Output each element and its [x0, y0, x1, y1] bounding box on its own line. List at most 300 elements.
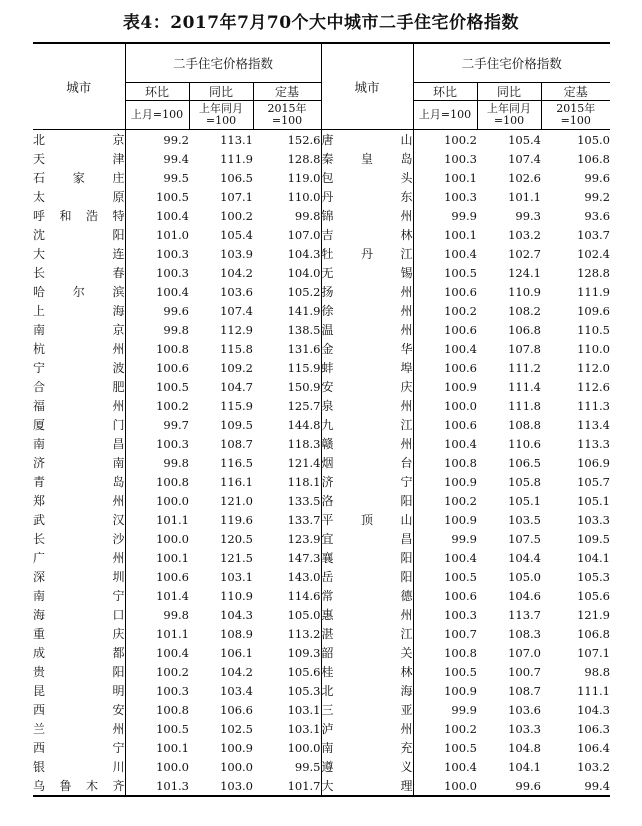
yoy-value: 104.3: [220, 607, 253, 622]
fixed-value: 143.0: [287, 569, 321, 584]
fixed-value: 105.6: [287, 664, 321, 679]
yoy-value: 107.5: [508, 531, 541, 546]
mom-value: 100.0: [156, 493, 189, 508]
city-name: 哈尔滨: [33, 282, 125, 301]
table-row: [33, 149, 610, 168]
fixed-value: 152.6: [287, 132, 321, 147]
table-row: [33, 434, 610, 453]
yoy-value: 104.6: [508, 588, 541, 603]
table-row: [33, 130, 610, 150]
fixed-value: 105.3: [287, 683, 321, 698]
fixed-value: 110.5: [577, 322, 611, 337]
table-row: [33, 225, 610, 244]
yoy-value: 105.4: [508, 132, 541, 147]
table-row: [33, 548, 610, 567]
yoy-value: 121.0: [220, 493, 253, 508]
table-row: [33, 282, 610, 301]
yoy-value: 108.2: [508, 303, 541, 318]
table-row: [33, 472, 610, 491]
city-name: 惠州: [321, 605, 413, 624]
fixed-value: 128.8: [577, 265, 611, 280]
city-name: 西宁: [33, 738, 125, 757]
city-name: 桂林: [321, 662, 413, 681]
mom-value: 100.4: [156, 208, 189, 223]
fixed-value: 106.9: [577, 455, 611, 470]
city-name: 济南: [33, 453, 125, 472]
city-name: 武汉: [33, 510, 125, 529]
yoy-value: 103.2: [508, 227, 541, 242]
table-row: [33, 529, 610, 548]
fixed-value: 101.7: [253, 776, 321, 796]
yoy-value: 113.7: [508, 607, 541, 622]
yoy-value: 105.4: [220, 227, 253, 242]
yoy-value: 103.9: [220, 246, 253, 261]
fixed-value: 109.5: [577, 531, 611, 546]
mom-value: 100.2: [444, 721, 477, 736]
fixed-value: 121.9: [577, 607, 611, 622]
city-name: 南昌: [33, 434, 125, 453]
yoy-base-right: 上年同月=100: [477, 101, 541, 130]
city-name: 包头: [321, 168, 413, 187]
yoy-value: 111.9: [220, 151, 253, 166]
fixed-value: 131.6: [287, 341, 321, 356]
yoy-value: 109.2: [220, 360, 253, 375]
fixed-value: 99.5: [294, 759, 321, 774]
yoy-value: 106.5: [508, 455, 541, 470]
city-name: 牡丹江: [321, 244, 413, 263]
city-name: 秦皇岛: [321, 149, 413, 168]
fixed-value: 118.1: [287, 474, 321, 489]
city-name: 唐山: [321, 130, 413, 150]
city-name: 济宁: [321, 472, 413, 491]
mom-value: 100.2: [444, 493, 477, 508]
fixed-value: 119.0: [287, 170, 321, 185]
fixed-value: 104.1: [577, 550, 611, 565]
city-name: 湛江: [321, 624, 413, 643]
yoy-value: 102.5: [220, 721, 253, 736]
table-row: [33, 377, 610, 396]
fixed-value: 150.9: [287, 379, 321, 394]
fixed-value: 100.0: [287, 740, 321, 755]
city-name: 呼和浩特: [33, 206, 125, 225]
table-row: [33, 453, 610, 472]
yoy-value: 104.2: [220, 265, 253, 280]
yoy-value: 111.8: [508, 398, 541, 413]
city-name: 洛阳: [321, 491, 413, 510]
fixed-value: 113.2: [287, 626, 321, 641]
fixed-value: 99.4: [541, 776, 610, 796]
city-name: 沈阳: [33, 225, 125, 244]
mom-value: 100.2: [156, 398, 189, 413]
city-name: 吉林: [321, 225, 413, 244]
mom-value: 101.0: [156, 227, 189, 242]
city-name: 无锡: [321, 263, 413, 282]
city-name: 烟台: [321, 453, 413, 472]
table-row: [33, 643, 610, 662]
yoy-value: 108.3: [508, 626, 541, 641]
yoy-value: 100.9: [220, 740, 253, 755]
mom-value: 99.8: [163, 607, 189, 622]
fixed-value: 105.1: [577, 493, 611, 508]
mom-value: 100.0: [413, 776, 477, 796]
mom-value: 101.1: [156, 626, 189, 641]
fixed-value: 123.9: [287, 531, 321, 546]
fixed-value: 104.3: [287, 246, 321, 261]
fixed-value: 98.8: [584, 664, 611, 679]
fixed-base-left: 2015年=100: [253, 101, 321, 130]
yoy-value: 104.8: [508, 740, 541, 755]
yoy-value: 104.2: [220, 664, 253, 679]
city-name: 北海: [321, 681, 413, 700]
mom-value: 99.9: [451, 531, 477, 546]
mom-value: 100.2: [156, 664, 189, 679]
table-header: [33, 43, 610, 130]
yoy-value: 104.4: [508, 550, 541, 565]
yoy-value: 100.0: [220, 759, 253, 774]
yoy-value: 105.0: [508, 569, 541, 584]
mom-base-right: 上月=100: [413, 101, 477, 130]
fixed-value: 103.1: [287, 702, 321, 717]
fixed-value: 105.3: [577, 569, 611, 584]
fixed-value: 106.8: [577, 626, 611, 641]
mom-value: 99.8: [163, 322, 189, 337]
yoy-value: 107.4: [220, 303, 253, 318]
mom-value: 99.8: [163, 455, 189, 470]
mom-value: 100.4: [444, 436, 477, 451]
fixed-value: 125.7: [287, 398, 321, 413]
city-name: 福州: [33, 396, 125, 415]
yoy-value: 101.1: [508, 189, 541, 204]
mom-value: 99.6: [163, 303, 189, 318]
yoy-value: 116.1: [220, 474, 253, 489]
mom-header-left: 环比: [125, 83, 189, 101]
yoy-value: 110.6: [508, 436, 541, 451]
fixed-value: 105.0: [287, 607, 321, 622]
fixed-value: 103.3: [577, 512, 611, 527]
yoy-value: 109.5: [220, 417, 253, 432]
city-name: 金华: [321, 339, 413, 358]
city-name: 泉州: [321, 396, 413, 415]
mom-value: 100.4: [156, 284, 189, 299]
city-name: 泸州: [321, 719, 413, 738]
table-row: [33, 415, 610, 434]
mom-value: 100.0: [156, 759, 189, 774]
table-row: [33, 719, 610, 738]
yoy-value: 100.7: [508, 664, 541, 679]
yoy-value: 106.6: [220, 702, 253, 717]
table-row: [33, 187, 610, 206]
table-body: [33, 130, 610, 797]
yoy-value: 103.1: [220, 569, 253, 584]
table-row: [33, 510, 610, 529]
city-name: 杭州: [33, 339, 125, 358]
table-row: [33, 491, 610, 510]
yoy-value: 107.0: [508, 645, 541, 660]
mom-value: 100.4: [156, 645, 189, 660]
fixed-value: 107.1: [577, 645, 611, 660]
city-name: 石家庄: [33, 168, 125, 187]
mom-value: 99.9: [451, 208, 477, 223]
yoy-value: 107.8: [508, 341, 541, 356]
city-name: 西安: [33, 700, 125, 719]
city-name: 南京: [33, 320, 125, 339]
city-name: 合肥: [33, 377, 125, 396]
mom-value: 100.6: [444, 417, 477, 432]
yoy-value: 106.8: [508, 322, 541, 337]
mom-value: 101.3: [125, 776, 189, 796]
fixed-value: 99.8: [294, 208, 321, 223]
table-row: [33, 776, 610, 796]
fixed-value: 128.8: [287, 151, 321, 166]
fixed-value: 121.4: [287, 455, 321, 470]
yoy-value: 119.6: [220, 512, 253, 527]
mom-value: 100.4: [444, 246, 477, 261]
mom-value: 100.9: [444, 379, 477, 394]
mom-value: 100.8: [156, 341, 189, 356]
fixed-header-right: 定基: [541, 83, 610, 101]
mom-header-right: 环比: [413, 83, 477, 101]
mom-value: 100.6: [156, 360, 189, 375]
city-name: 三亚: [321, 700, 413, 719]
fixed-value: 115.9: [287, 360, 321, 375]
city-header-left: 城市: [33, 43, 125, 130]
mom-value: 100.6: [444, 588, 477, 603]
fixed-value: 133.5: [287, 493, 321, 508]
city-name: 韶关: [321, 643, 413, 662]
fixed-value: 118.3: [287, 436, 321, 451]
city-name: 大连: [33, 244, 125, 263]
city-name: 襄阳: [321, 548, 413, 567]
yoy-value: 99.3: [515, 208, 541, 223]
yoy-value: 105.8: [508, 474, 541, 489]
fixed-value: 113.4: [577, 417, 611, 432]
mom-value: 100.1: [444, 227, 477, 242]
mom-value: 101.1: [156, 512, 189, 527]
city-name: 平顶山: [321, 510, 413, 529]
city-name: 宜昌: [321, 529, 413, 548]
yoy-base-left: 上年同月=100: [189, 101, 253, 130]
yoy-value: 108.7: [508, 683, 541, 698]
index-group-header-right: 二手住宅价格指数: [413, 43, 610, 83]
fixed-value: 114.6: [287, 588, 321, 603]
mom-value: 100.5: [444, 265, 477, 280]
fixed-header-left: 定基: [253, 83, 321, 101]
fixed-value: 109.3: [287, 645, 321, 660]
city-name: 赣州: [321, 434, 413, 453]
mom-value: 100.5: [156, 721, 189, 736]
fixed-value: 110.0: [577, 341, 611, 356]
yoy-value: 103.4: [220, 683, 253, 698]
mom-value: 100.9: [444, 474, 477, 489]
city-name: 岳阳: [321, 567, 413, 586]
fixed-value: 105.7: [577, 474, 611, 489]
yoy-value: 107.1: [220, 189, 253, 204]
mom-value: 100.5: [444, 664, 477, 679]
city-name: 北京: [33, 130, 125, 150]
fixed-value: 111.3: [577, 398, 611, 413]
yoy-value: 100.2: [220, 208, 253, 223]
fixed-value: 141.9: [287, 303, 321, 318]
table-row: [33, 586, 610, 605]
mom-value: 100.0: [156, 531, 189, 546]
mom-value: 100.4: [444, 759, 477, 774]
yoy-value: 104.1: [508, 759, 541, 774]
yoy-value: 103.3: [508, 721, 541, 736]
yoy-value: 106.5: [220, 170, 253, 185]
yoy-value: 103.6: [220, 284, 253, 299]
yoy-value: 99.6: [477, 776, 541, 796]
fixed-base-right: 2015年=100: [541, 101, 610, 130]
yoy-value: 102.6: [508, 170, 541, 185]
city-name: 安庆: [321, 377, 413, 396]
yoy-value: 116.5: [220, 455, 253, 470]
fixed-value: 102.4: [577, 246, 611, 261]
city-name: 遵义: [321, 757, 413, 776]
table-row: [33, 567, 610, 586]
city-name: 长沙: [33, 529, 125, 548]
city-name: 广州: [33, 548, 125, 567]
mom-value: 100.4: [444, 550, 477, 565]
mom-value: 100.3: [156, 436, 189, 451]
mom-value: 100.9: [444, 512, 477, 527]
city-name: 重庆: [33, 624, 125, 643]
fixed-value: 112.0: [577, 360, 611, 375]
mom-value: 100.8: [444, 645, 477, 660]
mom-value: 100.8: [444, 455, 477, 470]
mom-value: 99.4: [163, 151, 189, 166]
city-name: 昆明: [33, 681, 125, 700]
fixed-value: 147.3: [287, 550, 321, 565]
yoy-value: 115.8: [220, 341, 253, 356]
mom-value: 100.3: [444, 151, 477, 166]
table-row: [33, 624, 610, 643]
mom-value: 100.6: [156, 569, 189, 584]
yoy-value: 102.7: [508, 246, 541, 261]
fixed-value: 111.1: [577, 683, 611, 698]
mom-value: 100.5: [156, 189, 189, 204]
fixed-value: 105.0: [577, 132, 611, 147]
city-name: 常德: [321, 586, 413, 605]
table-row: [33, 301, 610, 320]
mom-value: 100.3: [156, 683, 189, 698]
city-name: 乌鲁木齐: [33, 776, 125, 796]
mom-value: 100.9: [444, 683, 477, 698]
fixed-value: 144.8: [287, 417, 321, 432]
fixed-value: 107.0: [287, 227, 321, 242]
yoy-value: 108.9: [220, 626, 253, 641]
fixed-value: 103.2: [577, 759, 611, 774]
mom-value: 100.0: [444, 398, 477, 413]
price-index-table: [33, 42, 610, 797]
city-header-right: 城市: [321, 43, 413, 130]
city-name: 兰州: [33, 719, 125, 738]
mom-value: 100.5: [444, 569, 477, 584]
city-name: 银川: [33, 757, 125, 776]
city-name: 海口: [33, 605, 125, 624]
fixed-value: 111.9: [577, 284, 611, 299]
yoy-header-right: 同比: [477, 83, 541, 101]
fixed-value: 99.6: [584, 170, 611, 185]
table-row: [33, 263, 610, 282]
city-name: 丹东: [321, 187, 413, 206]
city-name: 贵阳: [33, 662, 125, 681]
mom-value: 100.3: [444, 189, 477, 204]
table-row: [33, 757, 610, 776]
mom-value: 99.5: [163, 170, 189, 185]
yoy-value: 110.9: [220, 588, 253, 603]
mom-value: 100.3: [156, 246, 189, 261]
yoy-value: 115.9: [220, 398, 253, 413]
table-row: [33, 605, 610, 624]
table-title: 表4：2017年7月70个大中城市二手住宅价格指数: [122, 13, 520, 33]
table-row: [33, 168, 610, 187]
yoy-value: 108.7: [220, 436, 253, 451]
yoy-value: 103.0: [189, 776, 253, 796]
fixed-value: 112.6: [577, 379, 611, 394]
mom-value: 100.6: [444, 360, 477, 375]
city-name: 太原: [33, 187, 125, 206]
table-row: [33, 206, 610, 225]
fixed-value: 110.0: [287, 189, 321, 204]
fixed-value: 138.5: [287, 322, 321, 337]
yoy-value: 111.4: [508, 379, 541, 394]
city-name: 深圳: [33, 567, 125, 586]
mom-value: 99.7: [163, 417, 189, 432]
yoy-value: 120.5: [220, 531, 253, 546]
yoy-value: 112.9: [220, 322, 253, 337]
mom-value: 100.7: [444, 626, 477, 641]
mom-value: 100.2: [444, 303, 477, 318]
city-name: 南宁: [33, 586, 125, 605]
fixed-value: 106.3: [577, 721, 611, 736]
fixed-value: 105.2: [287, 284, 321, 299]
fixed-value: 106.4: [577, 740, 611, 755]
mom-value: 101.4: [156, 588, 189, 603]
fixed-value: 105.6: [577, 588, 611, 603]
city-name: 蚌埠: [321, 358, 413, 377]
fixed-value: 113.3: [577, 436, 611, 451]
index-group-header-left: 二手住宅价格指数: [125, 43, 321, 83]
fixed-value: 133.7: [287, 512, 321, 527]
fixed-value: 103.1: [287, 721, 321, 736]
fixed-value: 104.3: [577, 702, 611, 717]
mom-value: 100.5: [444, 740, 477, 755]
city-name: 青岛: [33, 472, 125, 491]
mom-value: 100.4: [444, 341, 477, 356]
yoy-value: 103.5: [508, 512, 541, 527]
city-name: 锦州: [321, 206, 413, 225]
table-row: [33, 700, 610, 719]
table-row: [33, 681, 610, 700]
fixed-value: 93.6: [584, 208, 611, 223]
yoy-value: 124.1: [508, 265, 541, 280]
mom-value: 99.9: [451, 702, 477, 717]
city-name: 南充: [321, 738, 413, 757]
table-row: [33, 244, 610, 263]
city-name: 天津: [33, 149, 125, 168]
yoy-value: 107.4: [508, 151, 541, 166]
city-name: 成都: [33, 643, 125, 662]
city-name: 温州: [321, 320, 413, 339]
table-row: [33, 339, 610, 358]
yoy-header-left: 同比: [189, 83, 253, 101]
city-name: 上海: [33, 301, 125, 320]
mom-value: 100.3: [156, 265, 189, 280]
mom-value: 100.1: [444, 170, 477, 185]
mom-value: 100.8: [156, 474, 189, 489]
yoy-value: 103.6: [508, 702, 541, 717]
yoy-value: 106.1: [220, 645, 253, 660]
